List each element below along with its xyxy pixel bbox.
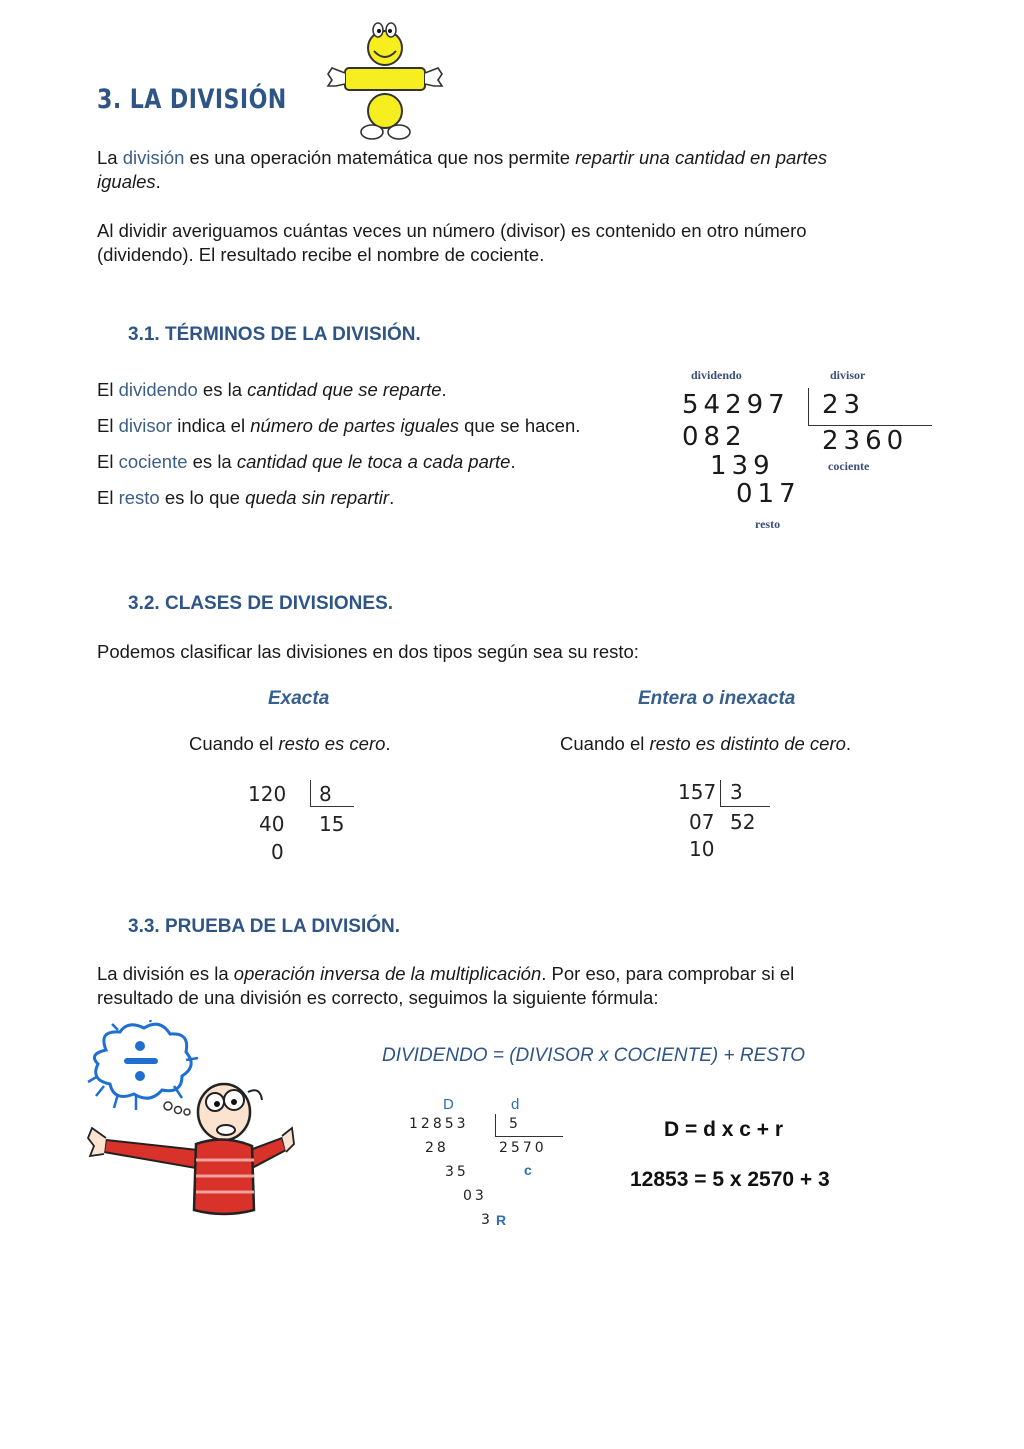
term-line-dividend: El dividendo es la cantidad que se reparte.	[97, 379, 447, 400]
division-mascot-icon	[322, 18, 448, 142]
proof-row3: 03	[463, 1188, 487, 1204]
label-divisor: divisor	[830, 368, 866, 382]
proof-division-example	[405, 1094, 580, 1234]
classes-intro: Podemos clasificar las divisiones en dos tipos según sea su resto:	[97, 641, 639, 662]
proof-hline	[495, 1136, 563, 1137]
inexact-vline	[720, 780, 721, 806]
label-d: d	[511, 1096, 520, 1113]
term-division: división	[122, 147, 185, 168]
diagram-row2: 139	[710, 451, 775, 481]
inexact-divisor: 3	[730, 780, 743, 804]
inexact-division-example	[672, 776, 792, 868]
exact-title: Exacta	[268, 688, 330, 709]
proof-row1: 28	[425, 1140, 449, 1156]
section-heading-proof: 3.3. PRUEBA DE LA DIVISIÓN.	[128, 916, 401, 937]
vertical-divider	[808, 388, 809, 426]
proof-row4: 3	[481, 1212, 493, 1228]
proof-paragraph: La división es la operación inversa de la multiplicación. Por eso, para comprobar si el resultado de una división es correcto, seguimos la siguiente fórmula:	[97, 963, 795, 1008]
proof-row2: 35	[445, 1164, 469, 1180]
definition-paragraph: Al dividir averiguamos cuántas veces un número (divisor) es contenido en otro número (dividendo). El resultado recibe el nombre de cociente.	[97, 220, 807, 265]
inexact-description: Cuando el resto es distinto de cero.	[560, 733, 852, 754]
inexact-hline	[720, 806, 770, 807]
diagram-quotient: 2360	[822, 426, 909, 456]
exact-quotient: 15	[319, 812, 345, 836]
formula-example: 12853 = 5 x 2570 + 3	[630, 1168, 830, 1191]
exact-dividend: 120	[248, 782, 287, 806]
label-c: c	[524, 1162, 532, 1178]
inexact-dividend: 157	[678, 780, 717, 804]
diagram-dividend: 54297	[682, 390, 790, 420]
page-title: 3. LA DIVISIÓN	[97, 84, 287, 115]
diagram-row1: 082	[682, 422, 747, 452]
intro-paragraph: La división es una operación matemática que nos permite repartir una cantidad en partes iguales.	[97, 147, 828, 192]
inexact-title: Entera o inexacta	[638, 688, 796, 709]
proof-divisor: 5	[509, 1116, 521, 1132]
exact-remainder: 0	[271, 840, 284, 864]
formula-short: D = d x c + r	[664, 1118, 784, 1141]
inexact-remainder: 10	[689, 837, 715, 861]
inexact-quotient: 52	[730, 810, 756, 834]
diagram-row3: 017	[736, 479, 801, 509]
exact-row1: 40	[259, 812, 285, 836]
thinking-character-icon	[78, 1020, 298, 1230]
term-line-remainder: El resto es lo que queda sin repartir.	[97, 487, 395, 508]
proof-dividend: 12853	[409, 1116, 469, 1132]
exact-vline	[310, 780, 311, 806]
diagram-divisor: 23	[822, 390, 866, 420]
label-R: R	[496, 1212, 507, 1228]
label-resto: resto	[755, 517, 781, 531]
proof-quotient: 2570	[499, 1140, 547, 1156]
exact-hline	[310, 806, 354, 807]
term-line-divisor: El divisor indica el número de partes iguales que se hacen.	[97, 415, 581, 436]
proof-formula: DIVIDENDO = (DIVISOR x COCIENTE) + RESTO	[382, 1045, 805, 1066]
section-heading-terms: 3.1. TÉRMINOS DE LA DIVISIÓN.	[128, 324, 421, 345]
proof-vline	[495, 1114, 496, 1136]
exact-division-example	[240, 776, 370, 868]
division-terms-diagram	[660, 360, 950, 540]
exact-description: Cuando el resto es cero.	[189, 733, 391, 754]
section-heading-classes: 3.2. CLASES DE DIVISIONES.	[128, 593, 394, 614]
label-dividendo: dividendo	[691, 368, 742, 382]
exact-divisor: 8	[319, 782, 332, 806]
inexact-row1: 07	[689, 810, 715, 834]
label-cociente: cociente	[828, 459, 870, 473]
label-D: D	[443, 1096, 454, 1113]
term-line-quotient: El cociente es la cantidad que le toca a cada parte.	[97, 451, 516, 472]
